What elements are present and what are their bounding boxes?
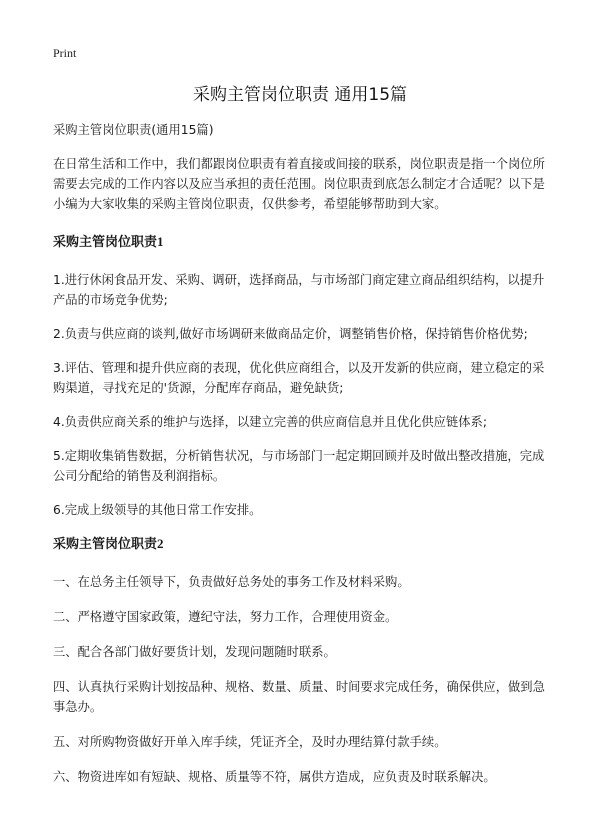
list-item: 四、认真执行采购计划按品种、规格、数量、质量、时间要求完成任务，确保供应，做到急事急办。 [53,680,545,714]
document-body [53,120,550,802]
list-item: 一、在总务主任领导下，负责做好总务处的事务工作及材料采购。 [53,575,410,589]
list-item: 1.进行休闲食品开发、采购、调研，选择商品，与市场部门商定建立商品组织结构，以提升产品的市场竞争优势; [53,273,545,307]
section-1 [53,232,550,520]
section-heading: 采购主管岗位职责1 [53,234,164,249]
page-title: 采购主管岗位职责 通用15篇 [192,85,408,105]
print-link[interactable]: Print [53,46,77,60]
section-2 [53,534,550,787]
list-item: 六、物资进库如有短缺、规格、质量等不符，属供方造成，应负责及时联系解决。 [53,770,496,784]
list-item: 3.评估、管理和提升供应商的表现，优化供应商组合，以及开发新的供应商，建立稳定的采购渠道，寻找充足的'货源，分配库存商品，避免缺货; [53,361,545,395]
list-item: 五、对所购物资做好开单入库手续，凭证齐全，及时办理结算付款手续。 [53,735,447,749]
list-item: 三、配合各部门做好要货计划，发现问题随时联系。 [53,645,336,659]
list-item: 5.定期收集销售数据，分析销售状况，与市场部门一起定期回顾并及时做出整改措施，完成公司分配给的销售及利润指标。 [53,449,545,483]
document-subtitle: 采购主管岗位职责(通用15篇) [53,123,214,137]
list-item: 2.负责与供应商的谈判,做好市场调研来做商品定价，调整销售价格，保持销售价格优势; [53,327,528,341]
list-item: 4.负责供应商关系的维护与选择，以建立完善的供应商信息并且优化供应链体系; [53,415,487,429]
intro-paragraph: 在日常生活和工作中，我们都跟岗位职责有着直接或间接的联系，岗位职责是指一个岗位所需要去完成的工作内容以及应当承担的责任范围。岗位职责到底怎么制定才合适呢？以下是小编为大家收集的采购主管岗位职责，仅供参考，希望能够帮助到大家。 [53,157,545,211]
list-item: 6.完成上级领导的其他日常工作安排。 [53,503,262,517]
section-heading: 采购主管岗位职责2 [53,536,164,551]
list-item: 二、严格遵守国家政策，遵纪守法，努力工作，合理使用资金。 [53,610,398,624]
